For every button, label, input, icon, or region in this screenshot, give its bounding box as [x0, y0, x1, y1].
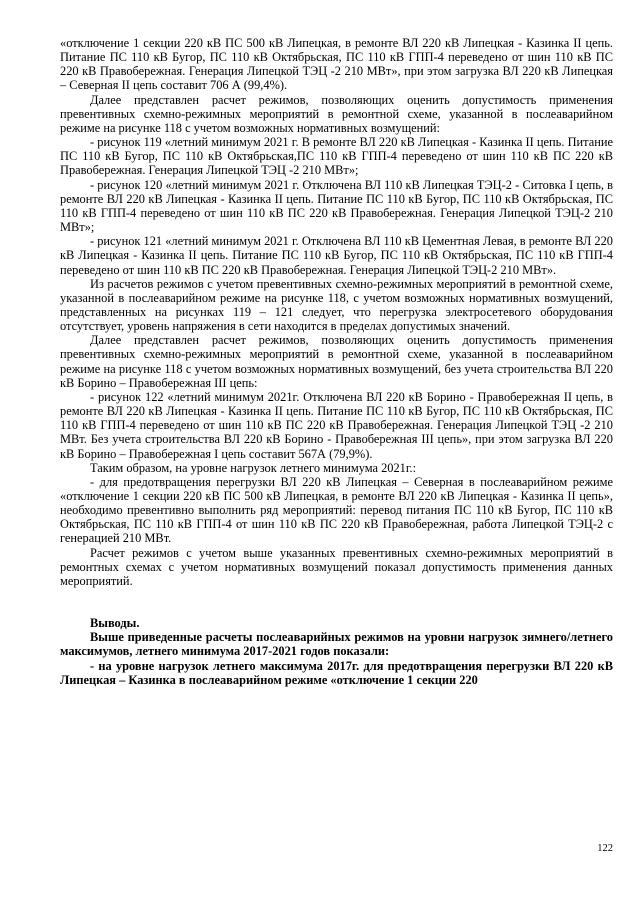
list-item-figure-120: - рисунок 120 «летний минимум 2021 г. Отключена ВЛ 110 кВ Липецкая ТЭЦ-2 - Ситовка I цепь, в ремонте ВЛ 220 кВ Липецкая - Казинка II цепь. Питание ПС 110 кВ Бугор, ПС 110 кВ Октябрьская, ПС 110 кВ ГПП-4 переведено от шин 110 кВ ПС 220 кВ Правобережная. Генерация Липецкой ТЭЦ-2 210 МВт»;	[60, 177, 613, 235]
paragraph-continuation: «отключение 1 секции 220 кВ ПС 500 кВ Липецкая, в ремонте ВЛ 220 кВ Липецкая - Казинка II цепь. Питание ПС 110 кВ Бугор, ПС 110 кВ Октябрьская, ПС 110 кВ ГПП-4 переведено от шин 110 кВ ПС 220 кВ Правобережная. Генерация Липецкой ТЭЦ -2 210 МВт», при этом загрузка ВЛ 220 кВ Липецкая – Северная II цепь составит 706 А (99,4%).	[60, 36, 613, 93]
conclusions-line: - на уровне нагрузок летнего максимума 2017г. для предотвращения перегрузки ВЛ 220 кВ Липецкая – Казинка в послеаварийном режиме «отключение 1 секции 220	[60, 658, 613, 687]
paragraph-results: Из расчетов режимов с учетом превентивных схемно-режимных мероприятий в ремонтной схеме, указанной в послеаварийном режиме на рисунке 118, с учетом возможных нормативных возмущений, представленных на рисунках 119 – 121 следует, что перегрузка электросетевого оборудования отсутствует, уровень напряжения в сети находится в пределах допустимых значений.	[60, 276, 613, 334]
paragraph-calculation-result: Расчет режимов с учетом выше указанных превентивных схемно-режимных мероприятий в ремонтных схемах с учетом нормативных возмущений показал допустимость применения данных мероприятий.	[60, 545, 613, 588]
paragraph-intro-without-construction: Далее представлен расчет режимов, позволяющих оценить допустимость применения превентивных схемно-режимных мероприятий в ремонтной схеме, указанной в послеаварийном режиме на рисунке 118 с учетом возможных нормативных возмущений, без учета строительства ВЛ 220 кВ Борино – Правобережная III цепь:	[60, 333, 613, 390]
list-item-figure-122: - рисунок 122 «летний минимум 2021г. Отключена ВЛ 220 кВ Борино - Правобережная II цепь, в ремонте ВЛ 220 кВ Липецкая - Казинка II цепь. Питание ПС 110 кВ Бугор, ПС 110 кВ Октябрьская, ПС 110 кВ ГПП-4 переведено от шин 110 кВ ПС 220 кВ Правобережная. Генерация Липецкой ТЭЦ -2 210 МВт. Без учета строительства ВЛ 220 кВ Борино - Правобережная III цепь», при этом загрузка ВЛ 220 кВ Борино – Правобережная I цепь составит 567А (79,9%).	[60, 389, 613, 461]
list-item-prevention: - для предотвращения перегрузки ВЛ 220 кВ Липецкая – Северная в послеаварийном режиме «отключение 1 секции 220 кВ ПС 500 кВ Липецкая, в ремонте ВЛ 220 кВ Липецкая - Казинка II цепь», необходимо превентивно выполнить ряд мероприятий: перевод питания ПС 110 кВ Бугор, ПС 110 кВ Октябрьская, ПС 110 кВ ГПП-4 от шин 110 кВ ПС 220 кВ Правобережная, работа Липецкой ТЭЦ-2 с генерацией 210 МВт.	[60, 474, 613, 546]
paragraph-intro-preventive: Далее представлен расчет режимов, позволяющих оценить допустимость применения превентивных схемно-режимных мероприятий в ремонтной схеме, указанной в послеаварийном режиме на рисунке 118 с учетом возможных нормативных возмущений:	[60, 92, 613, 135]
section-spacer	[60, 588, 613, 616]
conclusions-heading: Выводы.	[90, 616, 140, 631]
paragraph-summary-intro: Таким образом, на уровне нагрузок летнего минимума 2021г.:	[90, 460, 417, 475]
document-page	[60, 36, 613, 687]
list-item-figure-119: - рисунок 119 «летний минимум 2021 г. В ремонте ВЛ 220 кВ Липецкая - Казинка II цепь. Питание ПС 110 кВ Бугор, ПС 110 кВ Октябрьская,ПС 110 кВ ГПП-4 переведено от шин 110 кВ ПС 220 кВ Правобережная. Генерация Липецкой ТЭЦ -2 210 МВт»;	[60, 135, 613, 178]
conclusions-line: Выше приведенные расчеты послеаварийных режимов на уровни нагрузок зимнего/летнего максимумов, летнего минимума 2017-2021 годов показали:	[60, 630, 613, 659]
list-item-figure-121: - рисунок 121 «летний минимум 2021 г. Отключена ВЛ 110 кВ Цементная Левая, в ремонте ВЛ 220 кВ Липецкая - Казинка II цепь. Питание ПС 110 кВ Бугор, ПС 110 кВ Октябрьская, ПС 110 кВ ГПП-4 переведено от шин 110 кВ ПС 220 кВ Правобережная. Генерация Липецкой ТЭЦ-2 210 МВт».	[60, 234, 613, 277]
page-number: 122	[597, 843, 613, 854]
